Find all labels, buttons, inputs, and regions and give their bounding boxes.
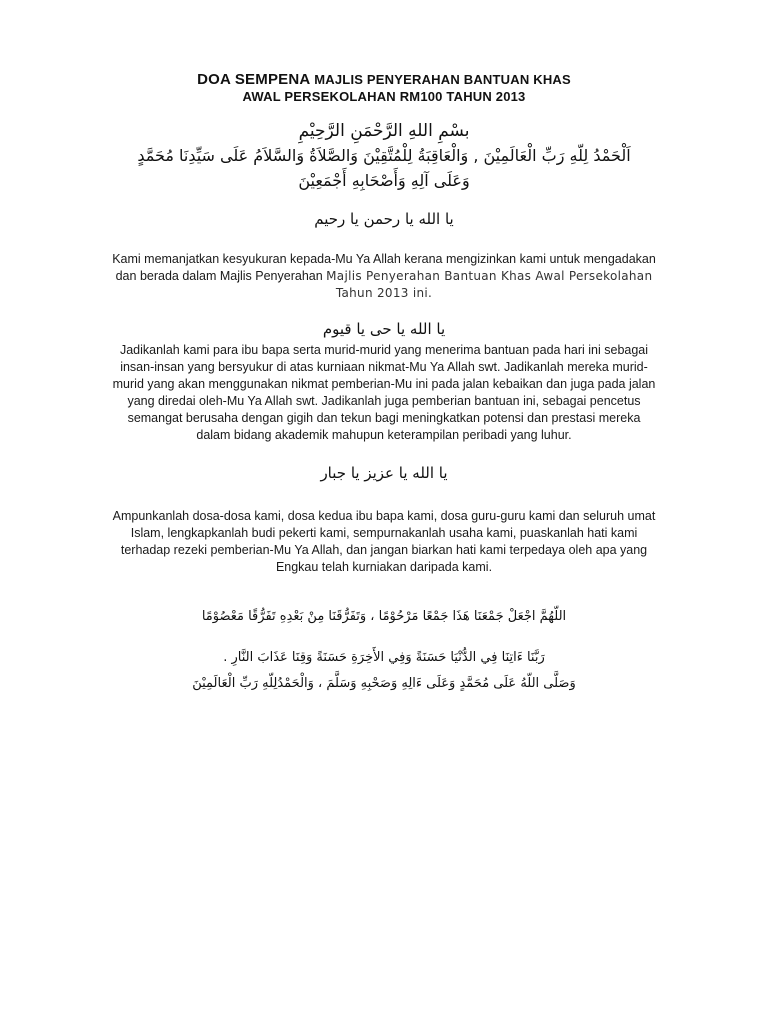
document-title-line-1 <box>0 71 768 88</box>
document-title-line-2: AWAL PERSEKOLAHAN RM100 TAHUN 2013 <box>242 89 526 104</box>
title-main: MAJLIS PENYERAHAN BANTUAN KHAS <box>314 72 571 87</box>
invocation-2: يا الله يا حى يا قيوم <box>322 320 446 338</box>
paragraph-3-line-4: Engkau telah kurniakan daripada kami. <box>275 560 493 574</box>
paragraph-1-line-2 <box>110 268 658 285</box>
invocation-1: يا الله يا رحمن يا رحيم <box>314 210 454 228</box>
paragraph-1-line-2a: dan berada dalam Majlis Penyerahan <box>115 269 327 283</box>
paragraph-1-line-3: Tahun 2013 ini. <box>335 286 433 300</box>
paragraph-2-line-1: Jadikanlah kami para ibu bapa serta murid-murid yang menerima bantuan pada hari ini sebagai <box>119 343 649 357</box>
paragraph-2-line-3: murid yang akan menggunakan nikmat pemberian-Mu ini pada jalan kebaikan dan juga pada jalan <box>112 377 656 391</box>
paragraph-3-line-2: Islam, lengkapkanlah budi pekerti kami, sempurnakanlah usaha kami, puaskanlah hati kami <box>130 526 638 540</box>
closing-prayer-line-3: وَصَلَّى اللّهُ عَلَى مُحَمَّدٍ وَعَلَى ءَالِهِ وَصَحْبِهِ وَسَلَّمَ ، وَالْحَمْدُلِلّهِ رَبِّ الْعَالَمِيْنَ <box>192 676 576 691</box>
invocation-3: يا الله يا عزيز يا جبار <box>320 464 448 482</box>
paragraph-2-line-6: dalam bidang akademik mahupun keterampilan peribadi yang luhur. <box>196 428 572 442</box>
title-prefix: DOA SEMPENA <box>197 71 315 88</box>
paragraph-1-line-2b: Majlis Penyerahan Bantuan Khas Awal Persekolahan <box>326 269 653 283</box>
hamdalah-line-1: اَلْحَمْدُ لِلّهِ رَبِّ الْعَالَمِيْنَ , وَالْعَاقِبَةُ لِلْمُتَّقِيْنَ وَالصَّلاَةُ وَالسَّلاَمُ عَلَى سَيِّدِنَا مُحَمَّدٍ <box>137 146 631 165</box>
paragraph-2-line-4: yang diredai oleh-Mu Ya Allah swt. Jadikanlah juga pemberian bantuan ini, sebagai pencetus <box>127 394 641 408</box>
paragraph-3-line-1: Ampunkanlah dosa-dosa kami, dosa kedua ibu bapa kami, dosa guru-guru kami dan seluruh umat <box>112 509 656 523</box>
paragraph-2-line-2: insan-insan yang bersyukur di atas kurniaan nikmat-Mu Ya Allah swt. Jadikanlah mereka murid- <box>120 360 648 374</box>
paragraph-2-line-5: semangat berusaha dengan gigih dan tekun bagi meningkatkan potensi dan prestasi mereka <box>127 411 641 425</box>
hamdalah-line-2: وَعَلَى آلِهِ وَأَصْحَابِهِ أَجْمَعِيْنَ <box>298 171 470 190</box>
closing-prayer-line-1: اللّهُمَّ اجْعَلْ جَمْعَنَا هَذَا جَمْعًا مَرْحُوْمًا ، وَتَفَرُّقَنَا مِنْ بَعْدِهِ تَفَرُّقًا مَعْصُوْمًا <box>201 609 567 624</box>
closing-prayer-line-2: رَبَّنَا ءَاتِنَا فِي الدُّنْيَا حَسَنَةً وَفِي الأَخِرَةِ حَسَنَةً وَقِنَا عَذَابَ النَّارِ . <box>223 650 545 665</box>
paragraph-3-line-3: terhadap rezeki pemberian-Mu Ya Allah, dan jangan biarkan hati kami terpedaya oleh apa yang <box>120 543 648 557</box>
bismillah: بسْمِ اللهِ الرَّحْمَنِ الرَّحِيْمِ <box>298 121 470 141</box>
paragraph-1-line-1: Kami memanjatkan kesyukuran kepada-Mu Ya Allah kerana mengizinkan kami untuk mengadakan <box>112 252 656 266</box>
